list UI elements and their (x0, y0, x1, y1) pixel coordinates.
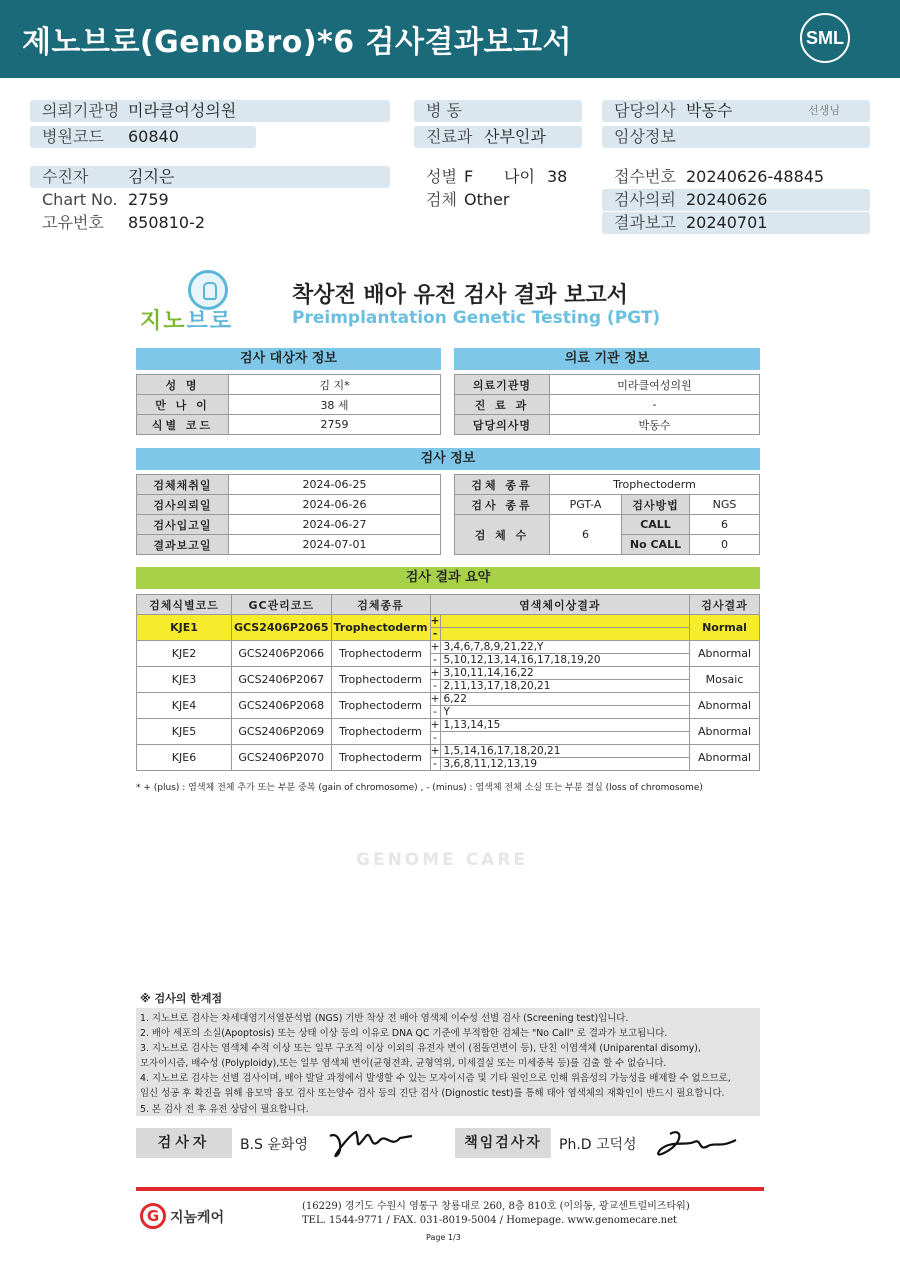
request-label: 검사의뢰 (614, 190, 676, 209)
report-title: 제노브로(GenoBro)*6 검사결과보고서 (22, 25, 572, 60)
gc-code: GCS2406P2065 (232, 615, 332, 641)
test-date-value: 2024-06-26 (229, 495, 441, 515)
result-value: Abnormal (690, 719, 760, 745)
sample-type: Trophectoderm (331, 667, 430, 693)
dept-value: 산부인과 (484, 127, 546, 146)
gc-code: GCS2406P2070 (232, 745, 332, 771)
doctor-value: 박동수 (686, 101, 733, 120)
plus-sign: + (430, 615, 440, 627)
result-value: Normal (690, 615, 760, 641)
institution-value: 미라클여성의원 (550, 375, 760, 395)
gain-chromosomes (440, 615, 689, 628)
chart-label: Chart No. (42, 190, 118, 209)
hospital-code-value: 60840 (128, 127, 179, 146)
nocall-value: 0 (690, 535, 760, 555)
hospital-code-label: 병원코드 (42, 127, 104, 146)
call-label: CALL (622, 515, 690, 535)
hospital-code-field (30, 126, 256, 148)
result-value: Abnormal (690, 693, 760, 719)
test-type-label: 검사 종류 (455, 495, 550, 515)
chief-name: Ph.D 고덕성 (559, 1137, 637, 1153)
report-date-value: 20240701 (686, 213, 768, 232)
result-value: Abnormal (690, 641, 760, 667)
col-header: 염색체이상결과 (430, 595, 689, 615)
genobro-logo (140, 266, 252, 334)
sample-id: KJE1 (137, 615, 232, 641)
test-date-value: 2024-06-27 (229, 515, 441, 535)
legend-footnote: * + (plus) : 염색체 전체 추가 또는 부분 중복 (gain of chromosome) , - (minus) : 염색체 전체 소실 또는 부분 결실 (loss of chromosome) (136, 783, 703, 793)
sml-logo-icon: SML (800, 13, 850, 63)
institution-section-head: 의료 기관 정보 (454, 348, 760, 370)
sex-age-field (414, 166, 582, 188)
dept-label: 진료과 (426, 127, 473, 146)
receipt-field (602, 166, 870, 188)
request-field (602, 189, 870, 211)
col-header: 검체종류 (331, 595, 430, 615)
test-info-section-head: 검사 정보 (136, 448, 760, 470)
age-value: 38 (547, 167, 568, 186)
hospital-label: 의뢰기관명 (42, 101, 120, 120)
summary-section-head: 검사 결과 요약 (136, 567, 760, 589)
col-header: GC관리코드 (232, 595, 332, 615)
page-number: Page 1/3 (426, 1233, 461, 1242)
report-date-label: 결과보고 (614, 213, 676, 232)
col-header: 검체식별코드 (137, 595, 232, 615)
minus-sign: - (430, 758, 440, 771)
doctor-label: 담당의사 (614, 101, 676, 120)
id-value: 850810-2 (128, 213, 206, 232)
tester-signature (326, 1122, 416, 1162)
footer-divider (136, 1187, 764, 1191)
receipt-value: 20240626-48845 (686, 167, 825, 186)
age-label: 나이 (504, 167, 535, 186)
loss-chromosomes (440, 732, 689, 745)
gain-chromosomes: 6,22 (440, 693, 689, 706)
ward-label: 병 동 (426, 101, 462, 120)
patient-field (30, 166, 390, 188)
report-date-field (602, 212, 870, 234)
hospital-value: 미라클여성의원 (128, 101, 237, 120)
limitations-title: ※ 검사의 한계점 (140, 992, 223, 1005)
test-date-label: 검사의뢰일 (137, 495, 229, 515)
institution-label: 진 료 과 (455, 395, 550, 415)
plus-sign: + (430, 693, 440, 705)
subject-value: 김 지* (229, 375, 441, 395)
gc-code: GCS2406P2066 (232, 641, 332, 667)
call-value: 6 (690, 515, 760, 535)
minus-sign: - (430, 628, 440, 641)
count-value: 6 (550, 515, 622, 555)
gc-code: GCS2406P2068 (232, 693, 332, 719)
clinical-label: 임상정보 (614, 127, 676, 146)
plus-sign: + (430, 745, 440, 757)
sample-type: Trophectoderm (331, 615, 430, 641)
logo-text: 지노브로 (140, 309, 234, 334)
test-date-value: 2024-07-01 (229, 535, 441, 555)
sex-value: F (464, 167, 474, 186)
results-table (136, 594, 760, 771)
sample-id: KJE5 (137, 719, 232, 745)
sample-type: Trophectoderm (331, 693, 430, 719)
dept-field (414, 126, 582, 148)
gain-chromosomes: 3,4,6,7,8,9,21,22,Y (440, 641, 689, 654)
chief-label: 책임검사자 (455, 1128, 551, 1158)
address-line: (16229) 경기도 수원시 영통구 창룡대로 260, 8층 810호 (이의동, 광교센트럴비즈타워) (302, 1201, 690, 1212)
limitation-line: 3. 지노브로 검사는 염색체 수적 이상 또는 일부 구조적 이상 이외의 유전자 변이 (점돌연변이 등), 단친 이염색체 (Uniparental disomy), (140, 1043, 701, 1055)
specimen-value: Other (464, 190, 510, 209)
report-subheading: Preimplantation Genetic Testing (PGT) (292, 308, 661, 328)
subject-value: 38 세 (229, 395, 441, 415)
company-name: 지놈케어 (170, 1210, 225, 1226)
test-date-label: 결과보고일 (137, 535, 229, 555)
minus-sign: - (430, 680, 440, 693)
receipt-label: 접수번호 (614, 167, 676, 186)
header-bar (0, 0, 900, 78)
sample-id: KJE2 (137, 641, 232, 667)
watermark: GENOME CARE (356, 850, 529, 870)
method-label: 검사방법 (622, 495, 690, 515)
col-header: 검사결과 (690, 595, 760, 615)
chart-value: 2759 (128, 190, 169, 209)
ward-field (414, 100, 582, 122)
sample-id: KJE3 (137, 667, 232, 693)
subject-label: 만 나 이 (137, 395, 229, 415)
sex-label: 성별 (426, 167, 457, 186)
specimen-label: 검체 (426, 190, 457, 209)
id-label: 고유번호 (42, 213, 104, 232)
institution-label: 의료기관명 (455, 375, 550, 395)
limitation-line: 5. 본 검사 전 후 유전 상담이 필요합니다. (140, 1103, 309, 1115)
loss-chromosomes: Y (440, 706, 689, 719)
gc-code: GCS2406P2069 (232, 719, 332, 745)
chief-signature (650, 1124, 740, 1164)
institution-value: - (550, 395, 760, 415)
specimen-field (414, 189, 582, 211)
doctor-suffix: 선생님 (808, 104, 840, 117)
result-value: Mosaic (690, 667, 760, 693)
sample-type: Trophectoderm (331, 641, 430, 667)
subject-value: 2759 (229, 415, 441, 435)
subject-label: 식별 코드 (137, 415, 229, 435)
sample-type: Trophectoderm (331, 719, 430, 745)
request-value: 20240626 (686, 190, 768, 209)
limitation-line: 4. 지노브로 검사는 선별 검사이며, 배아 발달 과정에서 발생할 수 있는 모자이시즘 및 기타 원인으로 인해 위음성의 가능성을 배제할 수 없으므로, (140, 1073, 731, 1085)
subject-table (136, 374, 441, 435)
minus-sign: - (430, 732, 440, 745)
loss-chromosomes (440, 628, 689, 641)
tester-label: 검사자 (136, 1128, 232, 1158)
institution-value: 박동수 (550, 415, 760, 435)
contact-line: TEL. 1544-9771 / FAX. 031-8019-5004 / Homepage. www.genomecare.net (302, 1215, 678, 1226)
patient-value: 김지은 (128, 167, 175, 186)
limitation-line: 임신 성공 후 확진을 위해 융모막 융모 검사 또는양수 검사 등의 진단 검사 (Dignostic test)를 통해 태아 염색체의 재확인이 반드시 필요합니다. (140, 1088, 725, 1100)
minus-sign: - (430, 654, 440, 667)
subject-label: 성 명 (137, 375, 229, 395)
institution-label: 담당의사명 (455, 415, 550, 435)
nocall-label: No CALL (622, 535, 690, 555)
test-date-label: 검사입고일 (137, 515, 229, 535)
test-date-value: 2024-06-25 (229, 475, 441, 495)
tester-name: B.S 윤화영 (240, 1137, 308, 1153)
institution-table (454, 374, 760, 435)
limitation-line: 2. 배아 세포의 소실(Apoptosis) 또는 상태 이상 등의 이유로 DNA QC 기준에 부적합한 검체는 "No Call" 로 결과가 보고됩니다. (140, 1028, 668, 1040)
gain-chromosomes: 1,13,14,15 (440, 719, 689, 732)
gc-code: GCS2406P2067 (232, 667, 332, 693)
subject-section-head: 검사 대상자 정보 (136, 348, 441, 370)
test-type-value: PGT-A (550, 495, 622, 515)
result-value: Abnormal (690, 745, 760, 771)
test-specs-table (454, 474, 760, 555)
test-dates-table (136, 474, 441, 555)
sample-id: KJE4 (137, 693, 232, 719)
limitations-box (136, 1008, 760, 1116)
specimen-type-value: Trophectoderm (550, 475, 760, 495)
loss-chromosomes: 5,10,12,13,14,16,17,18,19,20 (440, 654, 689, 667)
specimen-type-label: 검체 종류 (455, 475, 550, 495)
limitation-line: 모자이시즘, 배수성 (Polyploidy),또는 일부 염색체 변이(균형전좌, 균형역위, 미세결실 또는 미세중복 등)를 검출 할 수 없습니다. (140, 1058, 667, 1070)
company-address (302, 1200, 690, 1228)
plus-sign: + (430, 641, 440, 653)
id-field (30, 212, 390, 234)
limitation-line: 1. 지노브로 검사는 차세대염기서열분석법 (NGS) 기반 착상 전 배아 염색체 이수성 선별 검사 (Screening test)입니다. (140, 1013, 629, 1024)
sample-id: KJE6 (137, 745, 232, 771)
genomecare-logo-icon: G (140, 1203, 166, 1229)
report-heading: 착상전 배아 유전 검사 결과 보고서 (292, 283, 628, 308)
doctor-field (602, 100, 870, 122)
loss-chromosomes: 2,11,13,17,18,20,21 (440, 680, 689, 693)
hospital-field (30, 100, 390, 122)
patient-label: 수진자 (42, 167, 89, 186)
sample-type: Trophectoderm (331, 745, 430, 771)
chart-field (30, 189, 390, 211)
method-value: NGS (690, 495, 760, 515)
minus-sign: - (430, 706, 440, 719)
plus-sign: + (430, 667, 440, 679)
gain-chromosomes: 1,5,14,16,17,18,20,21 (440, 745, 689, 758)
test-date-label: 검체채취일 (137, 475, 229, 495)
plus-sign: + (430, 719, 440, 731)
loss-chromosomes: 3,6,8,11,12,13,19 (440, 758, 689, 771)
clinical-field (602, 126, 870, 148)
gain-chromosomes: 3,10,11,14,16,22 (440, 667, 689, 680)
count-label: 검 체 수 (455, 515, 550, 555)
